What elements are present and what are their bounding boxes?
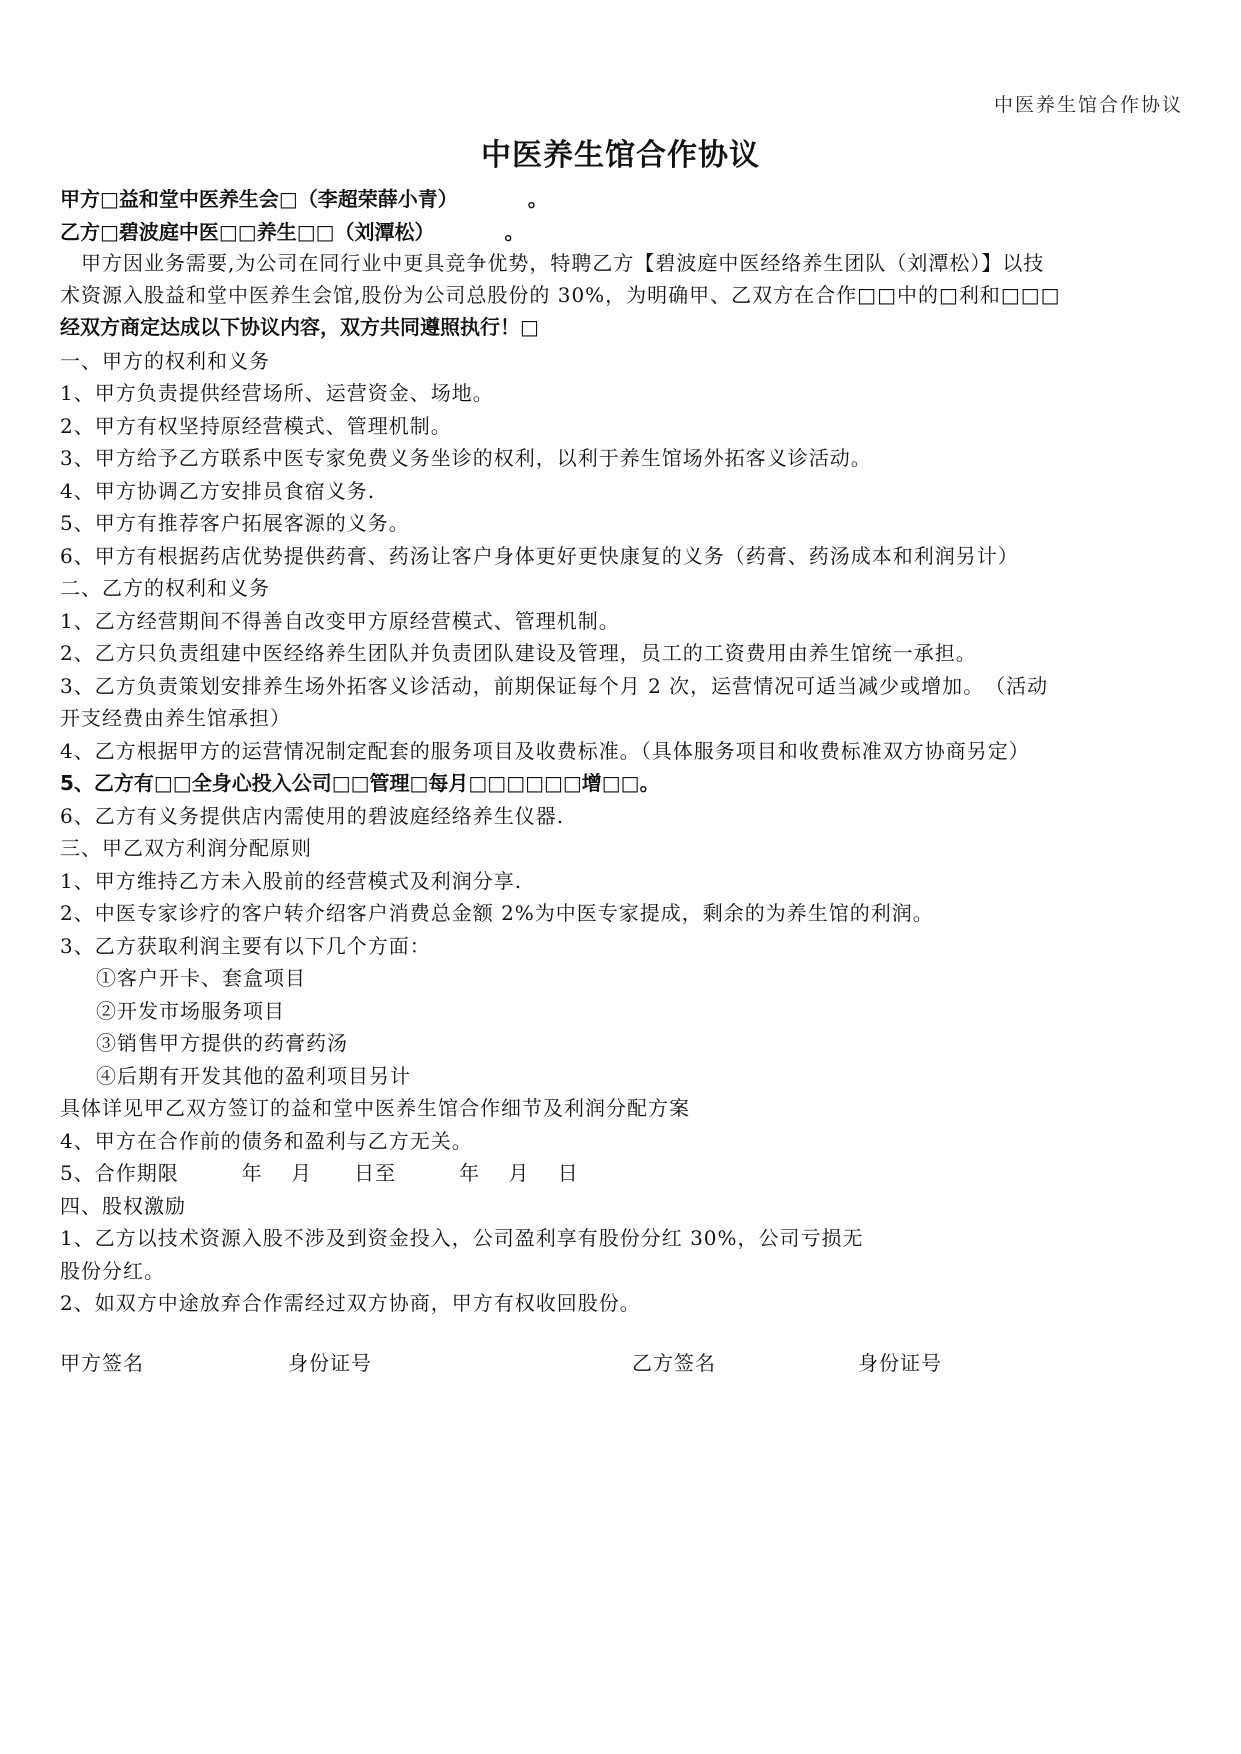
section-3-heading: 三、甲乙双方利润分配原则 — [60, 836, 312, 860]
intro-line-2: 术资源入股益和堂中医养生会馆,股份为公司总股份的 30%，为明确甲、乙双方在合作□□中的□利和□□□ — [60, 283, 1061, 307]
party-a-id-label: 身份证号 — [288, 1351, 372, 1375]
section-4-item-1b: 股份分红。 — [60, 1259, 165, 1283]
section-4-heading: 四、股权激励 — [60, 1194, 186, 1218]
section-3-item-1: 1、甲方维持乙方未入股前的经营模式及利润分享. — [60, 869, 523, 893]
section-3-sub-3: ③销售甲方提供的药膏药汤 — [96, 1031, 348, 1055]
party-a-line: 甲方□益和堂中医养生会□（李超荣薛小青） 。 — [60, 187, 548, 211]
section-3-item-5: 5、合作期限 年 月 日至 年 月 日 — [60, 1161, 579, 1185]
intro-line-1: 甲方因业务需要,为公司在同行业中更具竞争优势，特聘乙方【碧波庭中医经络养生团队（刘潭松）】以技 — [60, 251, 1045, 275]
section-1-item-5: 5、甲方有推荐客户拓展客源的义务。 — [60, 511, 410, 535]
section-1-item-1: 1、甲方负责提供经营场所、运营资金、场地。 — [60, 381, 494, 405]
section-2-item-3b: 开支经费由养生馆承担） — [60, 706, 291, 730]
party-b-line: 乙方□碧波庭中医□□养生□□（刘潭松） 。 — [60, 220, 525, 244]
party-a-signature-label: 甲方签名 — [60, 1351, 144, 1375]
section-1-item-3: 3、甲方给予乙方联系中医专家免费义务坐诊的权利，以利于养生馆场外拓客义诊活动。 — [60, 446, 872, 470]
section-2-item-4: 4、乙方根据甲方的运营情况制定配套的服务项目及收费标准。（具体服务项目和收费标准双方协商另定） — [60, 739, 1030, 763]
section-2-item-6: 6、乙方有义务提供店内需使用的碧波庭经络养生仪器. — [60, 804, 565, 828]
section-3-item-2: 2、中医专家诊疗的客户转介绍客户消费总金额 2%为中医专家提成，剩余的为养生馆的利润。 — [60, 901, 934, 925]
running-header: 中医养生馆合作协议 — [993, 94, 1183, 116]
section-1-item-4: 4、甲方协调乙方安排员食宿义务. — [60, 479, 376, 503]
party-b-id-label: 身份证号 — [858, 1351, 942, 1375]
document-title: 中医养生馆合作协议 — [481, 138, 760, 173]
section-3-sub-2: ②开发市场服务项目 — [96, 999, 285, 1023]
section-2-item-5: 5、乙方有□□全身心投入公司□□管理□每月□□□□□□增□□。 — [60, 771, 660, 795]
section-1-heading: 一、甲方的权利和义务 — [60, 349, 270, 373]
section-2-heading: 二、乙方的权利和义务 — [60, 576, 270, 600]
section-2-item-3a: 3、乙方负责策划安排养生场外拓客义诊活动，前期保证每个月 2 次，运营情况可适当减少或增加。 （活动 — [60, 674, 1049, 698]
section-4-item-2: 2、如双方中途放弃合作需经过双方协商，甲方有权收回股份。 — [60, 1291, 641, 1315]
intro-line-3: 经双方商定达成以下协议内容，双方共同遵照执行！□ — [60, 315, 539, 339]
section-3-item-4: 4、甲方在合作前的债务和盈利与乙方无关。 — [60, 1129, 473, 1153]
section-3-item-3: 3、乙方获取利润主要有以下几个方面： — [60, 934, 431, 958]
section-4-item-1a: 1、乙方以技术资源入股不涉及到资金投入，公司盈利享有股份分红 30%，公司亏损无 — [60, 1226, 864, 1250]
section-3-detail: 具体详见甲乙双方签订的益和堂中医养生馆合作细节及利润分配方案 — [60, 1096, 690, 1120]
section-3-sub-1: ①客户开卡、套盒项目 — [96, 966, 306, 990]
section-3-sub-4: ④后期有开发其他的盈利项目另计 — [96, 1064, 411, 1088]
section-2-item-2: 2、乙方只负责组建中医经络养生团队并负责团队建设及管理，员工的工资费用由养生馆统一承担。 — [60, 641, 977, 665]
section-2-item-1: 1、乙方经营期间不得善自改变甲方原经营模式、管理机制。 — [60, 609, 620, 633]
section-1-item-2: 2、甲方有权坚持原经营模式、管理机制。 — [60, 414, 452, 438]
party-b-signature-label: 乙方签名 — [632, 1351, 716, 1375]
section-1-item-6: 6、甲方有根据药店优势提供药膏、药汤让客户身体更好更快康复的义务（药膏、药汤成本和利润另计） — [60, 544, 1019, 568]
